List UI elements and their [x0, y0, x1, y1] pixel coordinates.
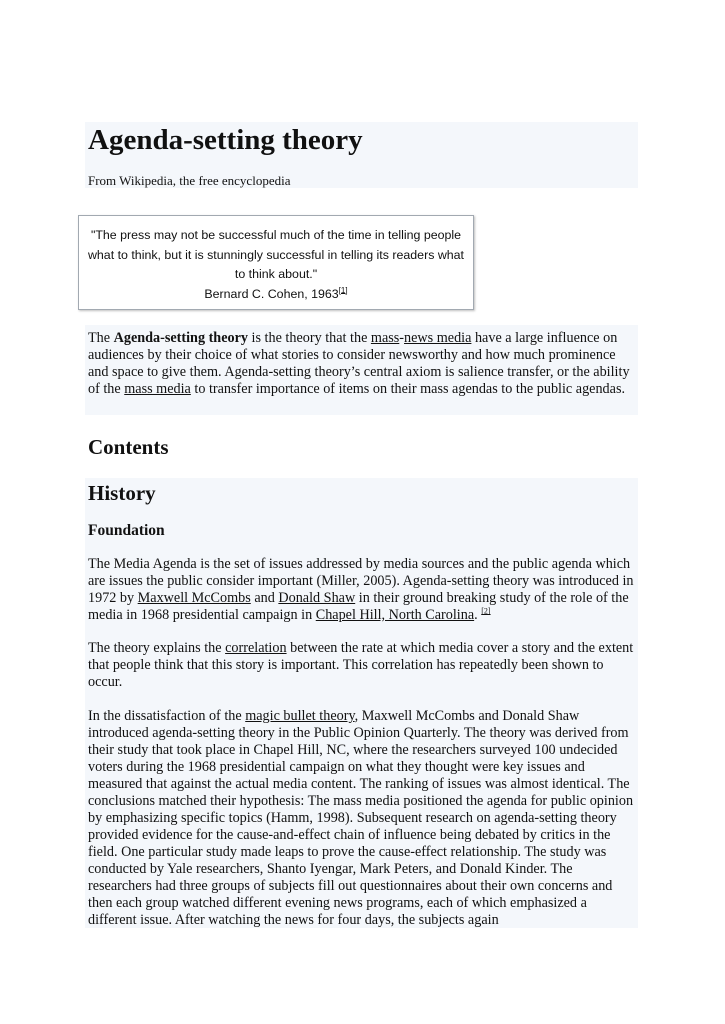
quote-attribution: Bernard C. Cohen, 1963 [204, 286, 339, 301]
foundation-paragraph-3: In the dissatisfaction of the magic bullet theory, Maxwell McCombs and Donald Shaw introduced agenda-setting theory in the Public Opinion Quarterly. The theory was derived from their study that took place in Chapel Hill, NC, where the researchers surveyed 100 undecided voters during the 1968 presidential campaign on what they thought were key issues and measured that against the actual media content. The ranking of issues was almost identical. The conclusions matched their hypothesis: The mass media positioned the agenda for public opinion by emphasizing specific topics (Hamm, 1998). Subsequent research on agenda-setting theory provided evidence for the cause-and-effect chain of influence being debated by critics in the field. One particular study made leaps to prove the cause-effect relationship. The study was conducted by Yale researchers, Shanto Iyengar, Mark Peters, and Donald Kinder. The researchers had three groups of subjects fill out questionnaires about their own concerns and then each group watched different evening news programs, each of which emphasized a different issue. After watching the news for four days, the subjects again [88, 708, 634, 928]
quote-attribution-line [85, 285, 467, 305]
quote-box [78, 215, 474, 310]
contents-heading: Contents [88, 435, 169, 459]
link-mass[interactable]: mass [370, 330, 400, 346]
link-donald-shaw[interactable]: Donald Shaw [278, 590, 356, 606]
history-heading: History [88, 481, 156, 505]
foundation-heading: Foundation [88, 522, 165, 539]
quote-text: "The press may not be successful much of the time in telling people what to think, but it is stunningly successful in telling its readers what to think about." [87, 228, 465, 281]
reference-link-2[interactable]: [2] [481, 606, 491, 616]
reference-link-1[interactable]: [1] [338, 285, 348, 295]
link-maxwell-mccombs[interactable]: Maxwell McCombs [137, 590, 251, 606]
page-tagline: From Wikipedia, the free encyclopedia [88, 173, 291, 188]
intro-term: Agenda-setting theory [113, 330, 248, 346]
link-magic-bullet-theory[interactable]: magic bullet theory [245, 708, 355, 724]
link-news-media[interactable]: news media [404, 330, 472, 346]
link-chapel-hill[interactable]: Chapel Hill, North Carolina [315, 607, 475, 623]
intro-paragraph: The Agenda-setting theory is the theory that the mass-news media have a large influence on audiences by their choice of what stories to consider newsworthy and how much prominence and space to give them. Agenda-setting theory’s central axiom is salience transfer, or the ability of the mass media to transfer importance of items on their mass agendas to the public agendas. [88, 330, 630, 397]
foundation-paragraph-1: The Media Agenda is the set of issues addressed by media sources and the public agenda which are issues the public consider important (Miller, 2005). Agenda-setting theory was introduced in 1972 by Maxwell McCombs and Donald Shaw in their ground breaking study of the role of the media in 1968 presidential campaign in Chapel Hill, North Carolina. [2] [88, 556, 634, 623]
link-correlation[interactable]: correlation [225, 640, 287, 656]
link-mass-media[interactable]: mass media [124, 381, 191, 397]
page-title: Agenda-setting theory [88, 124, 363, 156]
foundation-paragraph-2: The theory explains the correlation between the rate at which media cover a story and the extent that people think that this story is important. This correlation has repeatedly been shown to occur. [88, 640, 634, 690]
